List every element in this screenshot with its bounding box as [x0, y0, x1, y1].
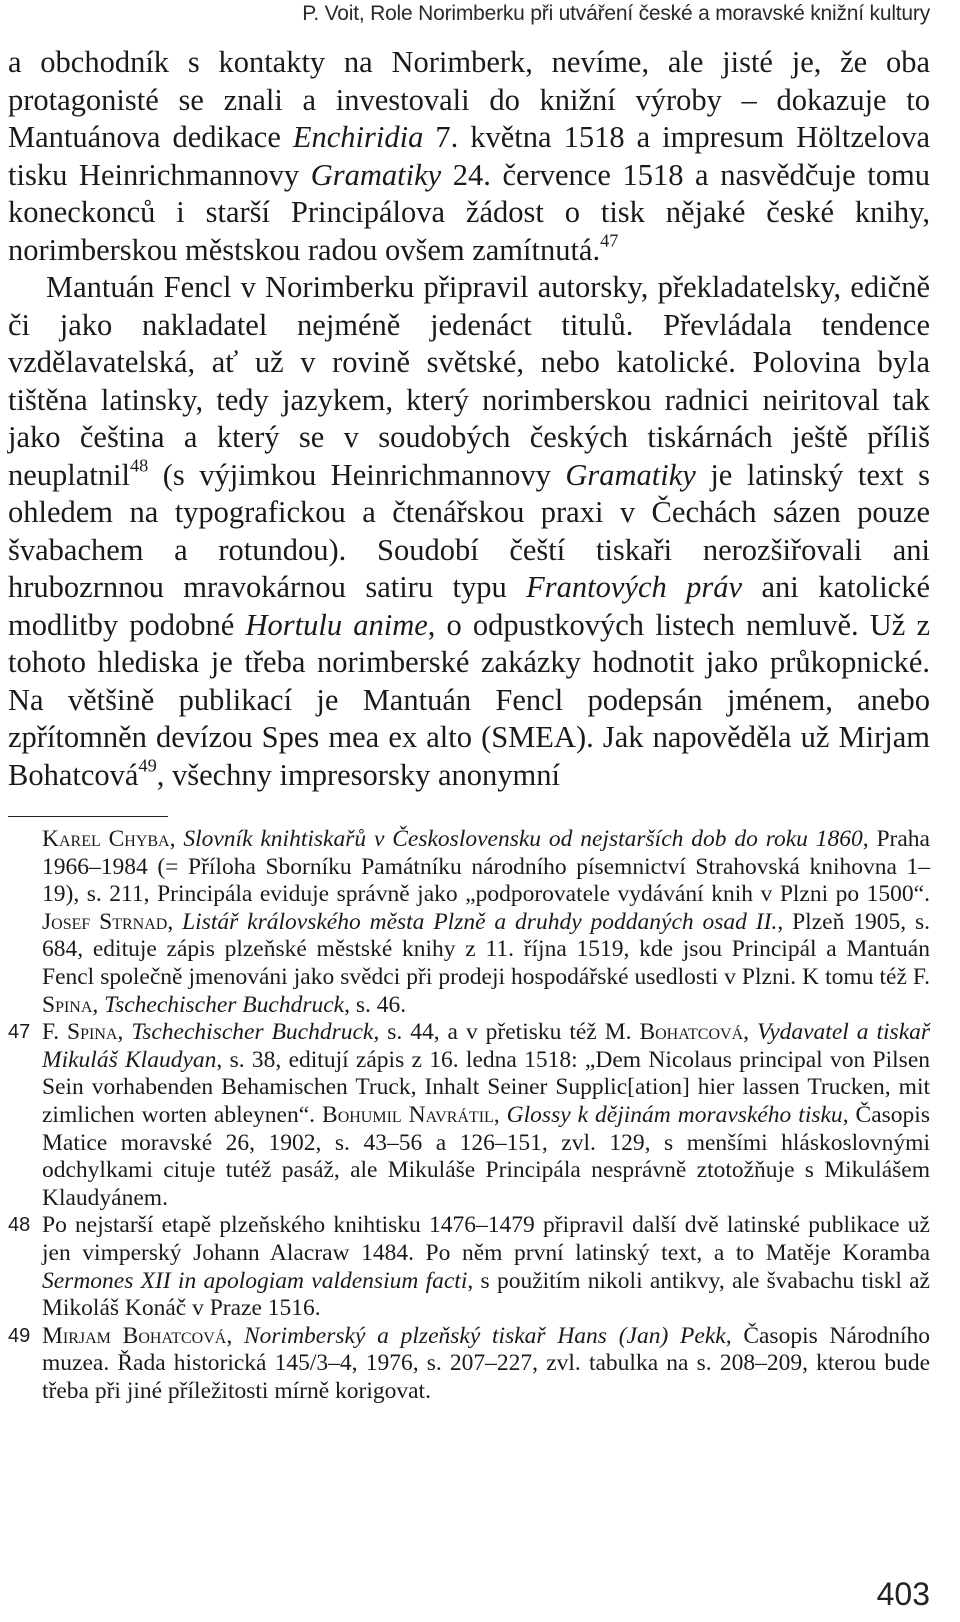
- text-run: , Časopis Národního muzea. Řada historická 145/3–4, 1976, s. 207–227, zvl. tabulka na s. 208–209, kterou bude třeba při jiné příležitosti mírně korigovat.: [42, 1322, 931, 1404]
- text-run: ,: [743, 1019, 757, 1046]
- text-run: , s. 46.: [344, 991, 407, 1018]
- italic-title: Vydavatel a tiskař Mikuláš Klaudyan: [42, 1019, 931, 1073]
- text-run: ,: [226, 1322, 244, 1349]
- author-name: Karel Chyba: [42, 826, 170, 852]
- text-run: Mantuán Fencl v Norimberku připravil autorsky, překladatelsky, edičně či jako nakladatel nejméně jedenáct titulů. Převládala tendence vzdělavatelská, ať už v rovině světské, nebo katolické. Polovina byla tištěna latinsky, tedy jazykem, který norimberskou radnici neiritoval tak jako čeština a který se v soudobých českých tiskárnách ještě příliš neuplatnil: [8, 270, 930, 492]
- author-name: Josef Strnad: [42, 908, 168, 935]
- italic-title: Listář královského města Plzně a druhdy poddaných osad II.: [182, 908, 778, 935]
- footnote-separator: [8, 816, 168, 817]
- body-text: [8, 44, 930, 794]
- footnote-49: [8, 1323, 930, 1406]
- text-run: je latinský text s ohledem na typografickou a čtenářskou praxi v Čechách sázen pouze švabachem a rotundou). Soudobí čeští tiskaři nerozšiřovali ani hrubozrnnou mravokárnou satiru typu: [8, 457, 930, 604]
- footnote-number: 48: [8, 1214, 31, 1237]
- footnote-ref-48[interactable]: 48: [129, 454, 149, 475]
- text-run: , o odpustkových listech nemluvě. Už z tohoto hlediska je třeba norimberské zakázky hodnotit jako průkopnické. Na většině publikací je Mantuán Fencl podepsán jménem, anebo zpřítomněn devízou Spes mea ex alto (SMEA). Jak napověděla už Mirjam Bohatcová: [8, 607, 930, 792]
- text-run: (s výjimkou Heinrichmannovy: [148, 457, 566, 492]
- page-number: 403: [876, 1576, 930, 1612]
- running-header: P. Voit, Role Norimberku při utváření české a moravské knižní kultury: [302, 2, 930, 25]
- text-run: , Časopis Matice moravské 26, 1902, s. 43–56 a 126–151, zvl. 129, s menšími hláskoslovnými odchylkami cituje tutéž pasáž, ale Mikuláše Principála nesprávně ztotožňuje s Mikulášem Klaudyánem.: [42, 1101, 930, 1211]
- author-name: Spina: [67, 1019, 118, 1046]
- text-run: , všechny impresorsky anonymní: [156, 757, 560, 792]
- text-run: , s použitím nikoli antikvy, ale švabachu tiskl až Mikoláš Konáč v Praze 1516.: [42, 1267, 930, 1322]
- author-name: Spina: [42, 991, 93, 1018]
- footnote-number: 47: [8, 1021, 31, 1044]
- author-name: Bohumil Navrátil: [322, 1101, 494, 1128]
- paragraph-1: [8, 44, 930, 269]
- italic-title: Enchiridia: [292, 120, 424, 154]
- italic-title: Tschechischer Buchdruck: [131, 1019, 374, 1046]
- author-name: Mirjam Bohatcová: [42, 1322, 227, 1349]
- author-name: Bohatcová: [639, 1019, 744, 1046]
- italic-title: Tschechischer Buchdruck: [104, 991, 345, 1018]
- italic-title: Slovník knihtiskařů v Československu od nejstarších dob do roku 1860: [183, 826, 863, 852]
- footnote-47: [8, 1019, 930, 1212]
- text-run: Po nejstarší etapě plzeňského knihtisku 1476–1479 připravil další dvě latinské publikace už jen vimperský Johann Alacraw 1484. Po něm první latinský text, a to Matěje Koramba: [42, 1212, 930, 1266]
- text-run: ,: [167, 908, 183, 935]
- paragraph-2: [8, 269, 930, 794]
- text-run: a obchodník s kontakty na Norimberk, nevíme, ale jisté je, že oba protagonisté se znali a investovali do knižní výroby – dokazuje to Mantuánova dedikace: [8, 45, 930, 154]
- italic-title: Frantových práv: [526, 570, 743, 604]
- footnote-ref-49[interactable]: 49: [138, 754, 157, 775]
- text-run: 7. května 1518 a impresum Höltzelova tisku Heinrichmannovy: [8, 120, 930, 192]
- text-run: ,: [92, 991, 105, 1018]
- text-run: , Plzeň 1905, s. 684, edituje zápis plzeňské městské knihy z 11. října 1519, kde jsou Principál a Mantuán Fencl společně jmenováni jako svědci při prodeji hospodářské usedlosti v Plzni. K tomu též F.: [42, 908, 930, 990]
- italic-title: Hortulu anime: [245, 607, 428, 642]
- text-run: ,: [169, 826, 184, 852]
- text-run: ani katolické modlitby podobné: [8, 570, 930, 642]
- footnote-ref-47[interactable]: 47: [600, 229, 619, 250]
- italic-title: Norimberský a plzeňský tiskař Hans (Jan) Pekk: [243, 1322, 726, 1349]
- italic-title: Gramatiky: [565, 457, 696, 492]
- footnote-number: 49: [8, 1324, 31, 1347]
- footnote-48: [8, 1212, 930, 1322]
- italic-title: Glossy k dějinám moravského tisku: [506, 1101, 843, 1128]
- text-run: 24. července 1518 a nasvědčuje tomu koneckonců i starší Principálova žádost o tisk nějaké české knihy, norimberskou městskou radou ovšem zamítnutá.: [8, 157, 930, 267]
- text-run: ,: [117, 1019, 132, 1046]
- footnotes: [8, 826, 930, 1405]
- text-run: , s. 44, a v přetisku též M.: [373, 1019, 640, 1046]
- italic-title: Sermones XII in apologiam valdensium facti: [42, 1267, 468, 1294]
- text-run: F.: [42, 1019, 68, 1046]
- text-run: ,: [493, 1101, 507, 1128]
- text-run: , Praha 1966–1984 (= Příloha Sborníku Památníku národního písemnictví Strahovská knihovna 1–19), s. 211, Principála eviduje správně jako „podporovatele vydávání knih v Plzni po 1500“.: [42, 826, 930, 908]
- text-run: , s. 38, editují zápis z 16. ledna 1518: „Dem Nicolaus principal von Pilsen Sein vorhabenden Behamischen Truck, Inhalt Seiner Supplic[ation] hier lassen Trucken, mit zimlichen worten ableynen“.: [42, 1046, 931, 1128]
- footnote-continued: [8, 826, 930, 1019]
- italic-title: Gramatiky: [310, 157, 442, 192]
